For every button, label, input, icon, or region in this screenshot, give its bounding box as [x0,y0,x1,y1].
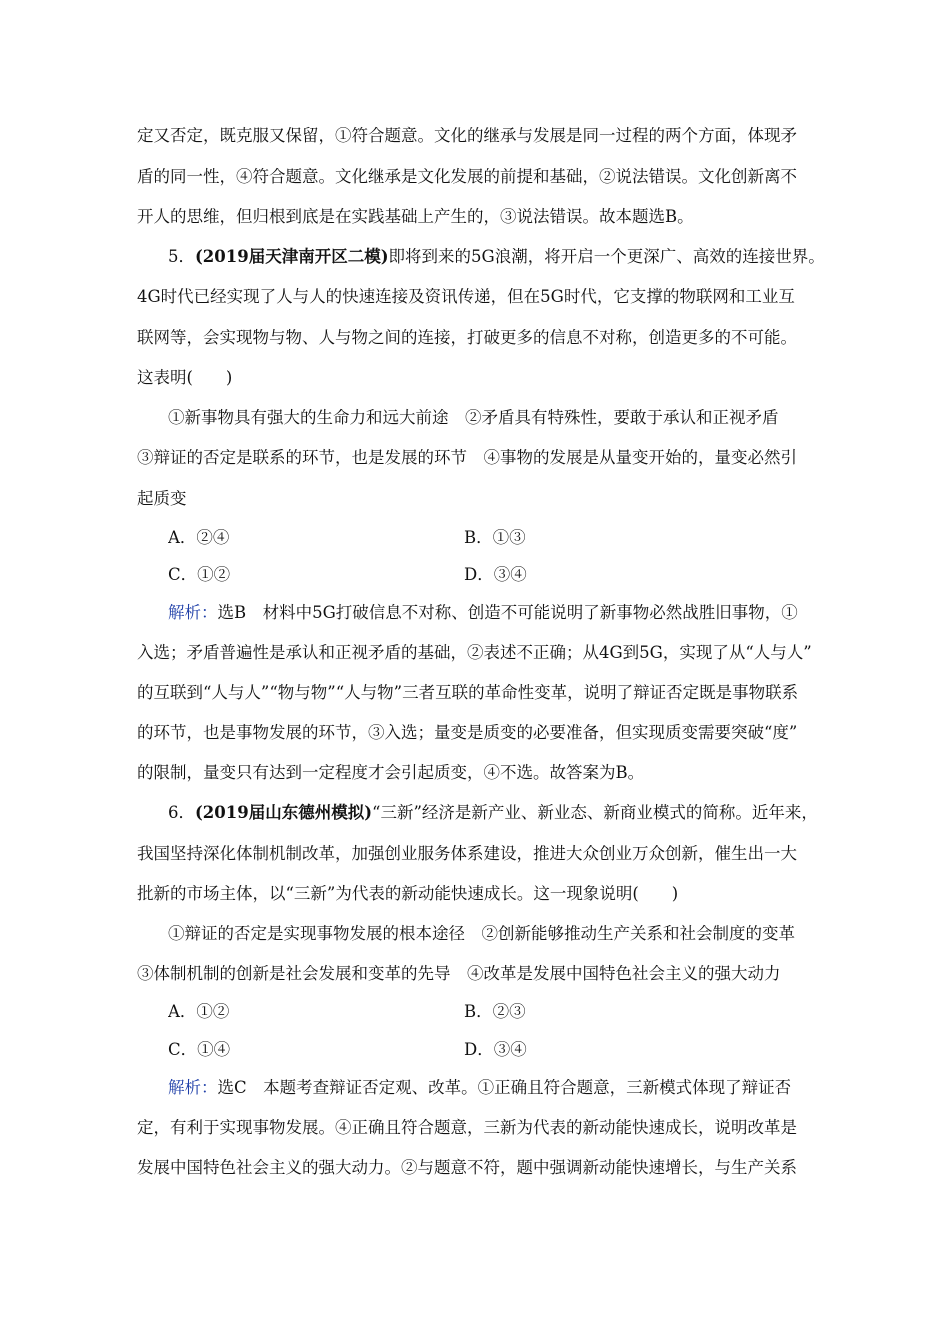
q6-analysis-line-2: 定，有利于实现事物发展。④正确且符合题意，三新为代表的新动能快速成长，说明改革是 [137,1118,797,1137]
q6-option-c: C．①④ [168,1040,231,1059]
q5-analysis-line-3: 的互联到“人与人”“物与物”“人与物”三者互联的革命性变革，说明了辩证否定既是事物联系 [137,683,799,702]
lead-line-3: 开人的思维，但归根到底是在实践基础上产生的，③说法错误。故本题选B。 [137,207,694,226]
q6-option-b: B．②③ [464,1002,526,1021]
q6-stem-line-2: 我国坚持深化体制机制改革，加强创业服务体系建设，推进大众创业万众创新，催生出一大 [137,844,797,863]
q5-stem-line-3: 联网等，会实现物与物、人与物之间的连接，打破更多的信息不对称，创造更多的不可能。 [137,328,797,347]
q6-analysis-line-3: 发展中国特色社会主义的强大动力。②与题意不符，题中强调新动能快速增长，与生产关系 [137,1158,797,1177]
q6-stem-line-3: 批新的市场主体，以“三新”为代表的新动能快速成长。这一现象说明( ) [137,884,679,903]
q5-statements-line-1: ①新事物具有强大的生命力和远大前途 ②矛盾具有特殊性，要敢于承认和正视矛盾 [168,408,779,427]
q5-option-a: A．②④ [168,528,230,547]
q6-option-a: A．①② [168,1002,230,1021]
q5-stem-rest: 即将到来的5G浪潮，将开启一个更深广、高效的连接世界。 [388,247,825,266]
q5-option-c: C．①② [168,565,231,584]
q6-analysis-first: 选C 本题考查辩证否定观、改革。①正确且符合题意，三新模式体现了辩证否 [217,1078,792,1097]
q5-analysis-line-4: 的环节，也是事物发展的环节，③入选；量变是质变的必要准备，但实现质变需要突破“度” [137,723,798,742]
q5-stem-line-1 [168,245,828,269]
q5-number: 5． [168,247,195,266]
q5-analysis-line-5: 的限制，量变只有达到一定程度才会引起质变，④不选。故答案为B。 [137,763,645,782]
q5-statements-line-3: 起质变 [137,489,187,508]
q6-option-d: D．③④ [464,1040,527,1059]
q5-stem-line-4: 这表明( ) [137,368,233,387]
q5-stem-line-2: 4G时代已经实现了人与人的快速连接及资讯传递，但在5G时代，它支撑的物联网和工业互 [137,287,795,306]
q5-analysis-label: 解析： [168,603,218,622]
q5-analysis-first: 选B 材料中5G打破信息不对称、创造不可能说明了新事物必然战胜旧事物，① [217,603,798,622]
q6-source: (2019届山东德州模拟) [195,803,373,822]
q5-option-d: D．③④ [464,565,527,584]
q6-analysis-label: 解析： [168,1078,218,1097]
q6-stem-line-1 [168,801,828,825]
q6-stem-rest: “三新”经济是新产业、新业态、新商业模式的简称。近年来， [372,803,818,822]
q6-statements-line-1: ①辩证的否定是实现事物发展的根本途径 ②创新能够推动生产关系和社会制度的变革 [168,924,795,943]
q6-analysis-line-1 [168,1076,828,1100]
q5-analysis-line-2: 入选；矛盾普遍性是承认和正视矛盾的基础，②表述不正确；从4G到5G，实现了从“人与人” [137,643,812,662]
q5-statements-line-2: ③辩证的否定是联系的环节，也是发展的环节 ④事物的发展是从量变开始的，量变必然引 [137,448,797,467]
lead-line-1: 定又否定，既克服又保留，①符合题意。文化的继承与发展是同一过程的两个方面，体现矛 [137,126,797,145]
q5-source: (2019届天津南开区二模) [195,247,389,266]
q5-analysis-line-1 [168,601,828,625]
q6-statements-line-2: ③体制机制的创新是社会发展和变革的先导 ④改革是发展中国特色社会主义的强大动力 [137,964,781,983]
q5-option-b: B．①③ [464,528,526,547]
lead-line-2: 盾的同一性，④符合题意。文化继承是文化发展的前提和基础，②说法错误。文化创新离不 [137,167,797,186]
q6-number: 6． [168,803,195,822]
